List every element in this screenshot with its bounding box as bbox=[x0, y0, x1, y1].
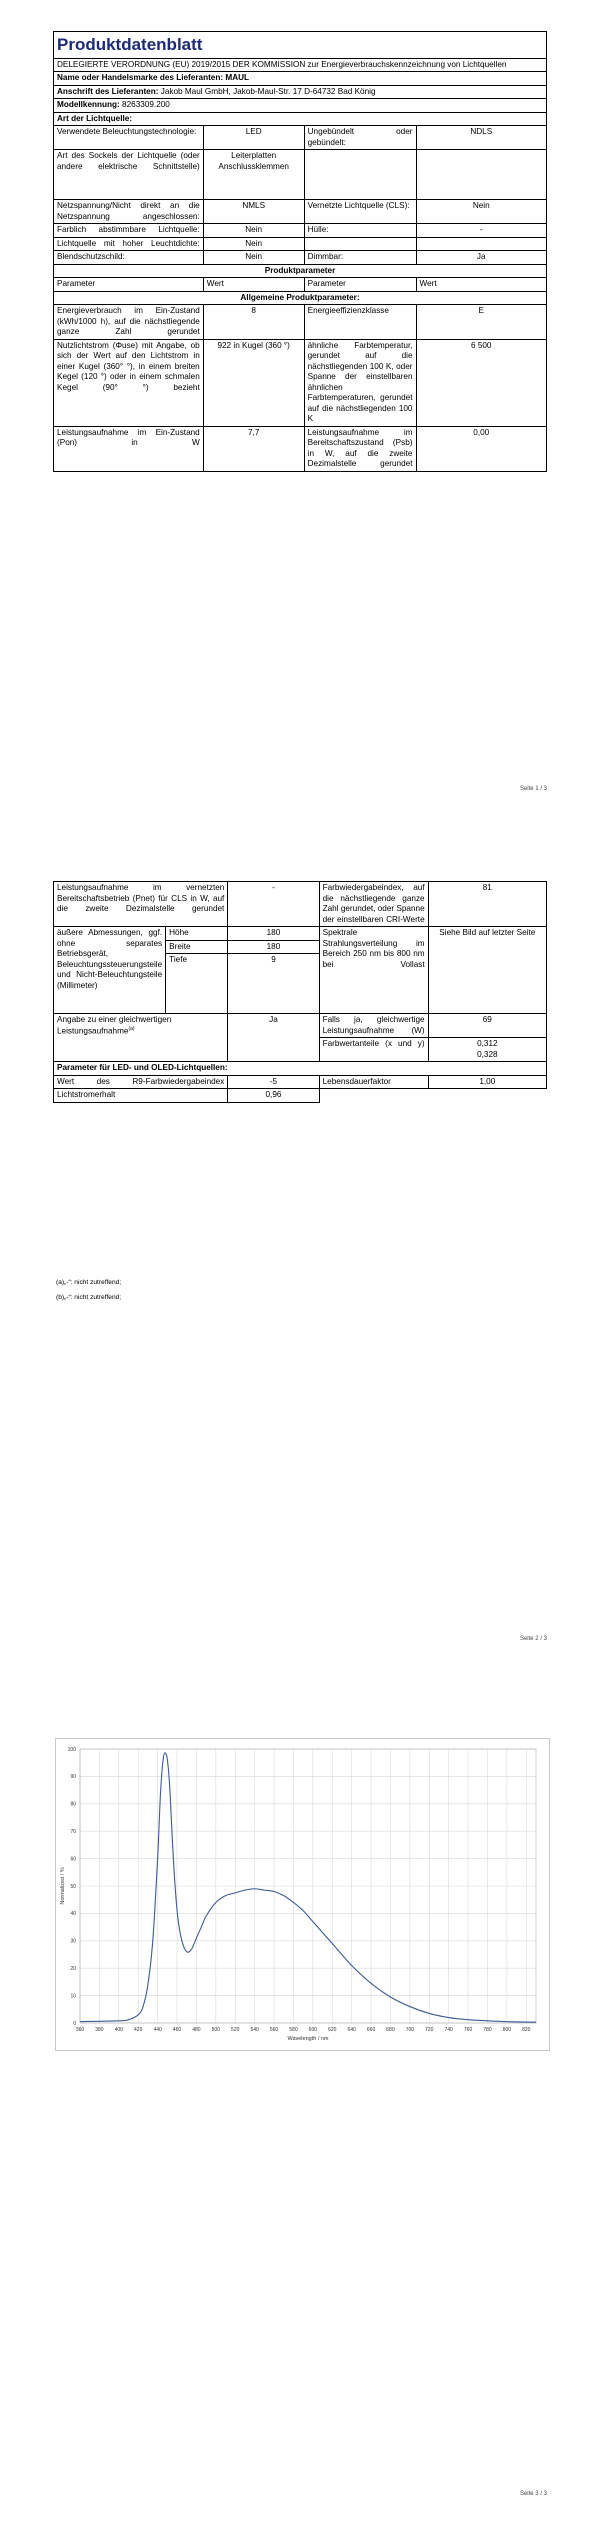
x-tick-label: 660 bbox=[366, 2027, 376, 2033]
mains-label: Netzspannung/Nicht direkt an die Netzspannung angeschlossen: bbox=[54, 200, 204, 224]
x-axis-label: Wavelength / nm bbox=[287, 2036, 329, 2042]
y-tick-label: 40 bbox=[70, 1911, 76, 1918]
spectral-chart-svg bbox=[56, 1739, 549, 2050]
on-mode-power-value: 7,7 bbox=[203, 426, 304, 471]
directional-value: NDLS bbox=[416, 126, 547, 150]
directional-label: Ungebündelt oder gebündelt: bbox=[304, 126, 416, 150]
x-tick-label: 460 bbox=[172, 2027, 182, 2033]
height-label: Höhe bbox=[166, 927, 228, 941]
envelope-label: Hülle: bbox=[304, 224, 416, 238]
supplier-address-row bbox=[54, 85, 547, 99]
regulation-text: DELEGIERTE VERORDNUNG (EU) 2019/2015 DER KOMMISSION zur Energieverbrauchskennzeichnung von Lichtquellen bbox=[54, 58, 547, 72]
col-header-value: Wert bbox=[416, 278, 547, 292]
anti-glare-value: Nein bbox=[203, 251, 304, 265]
equivalent-power-claim-label bbox=[54, 1014, 228, 1062]
high-luminance-label: Lichtquelle mit hoher Leuchtdichte: bbox=[54, 237, 204, 251]
networked-standby-label: Leistungsaufnahme im vernetzten Bereitschaftsbetrieb (Pnet) für CLS in W, auf die zweite Dezimalstelle gerundet bbox=[54, 882, 228, 927]
y-tick-label: 60 bbox=[70, 1856, 76, 1863]
supplier-address-label: Anschrift des Lieferanten: bbox=[57, 86, 159, 96]
cls-label: Vernetzte Lichtquelle (CLS): bbox=[304, 200, 416, 224]
x-tick-label: 540 bbox=[250, 2027, 259, 2033]
x-tick-label: 560 bbox=[269, 2027, 279, 2033]
x-tick-label: 420 bbox=[134, 2027, 143, 2033]
y-tick-label: 70 bbox=[70, 1829, 76, 1835]
y-tick-label: 80 bbox=[70, 1801, 76, 1808]
supplier-address-value: Jakob Maul GmbH, Jakob-Maul-Str. 17 D-64732 Bad König bbox=[160, 86, 376, 96]
chromaticity-label: Farbwertanteile (x und y) bbox=[319, 1038, 428, 1062]
standby-power-value: 0,00 bbox=[416, 426, 547, 471]
col-header-param: Parameter bbox=[54, 278, 204, 292]
x-tick-label: 600 bbox=[308, 2027, 318, 2033]
chromaticity-values bbox=[428, 1038, 546, 1062]
mains-value: NMLS bbox=[203, 200, 304, 224]
model-label: Modellkennung: bbox=[57, 100, 120, 110]
chromaticity-x: 0,312 bbox=[477, 1039, 498, 1048]
product-params-section: Produktparameter bbox=[54, 264, 547, 278]
x-tick-label: 580 bbox=[289, 2027, 298, 2033]
page-number: Seite 1 / 3 bbox=[519, 786, 547, 792]
equivalent-power-value: 69 bbox=[428, 1014, 546, 1038]
dimmable-value: Ja bbox=[416, 251, 547, 265]
efficiency-class-value: E bbox=[416, 305, 547, 340]
supplier-name-value: MAUL bbox=[225, 73, 250, 83]
col-header-value: Wert bbox=[203, 278, 304, 292]
survival-factor-label: Lebensdauerfaktor bbox=[319, 1075, 428, 1089]
envelope-value: - bbox=[416, 224, 547, 238]
supplier-name-row bbox=[54, 72, 547, 86]
lumen-maintenance-label: Lichtstromerhalt bbox=[54, 1089, 228, 1103]
r9-label: Wert des R9-Farbwiedergabeindex bbox=[54, 1075, 228, 1089]
dimensions-label: äußere Abmessungen, ggf. ohne separates Betriebsgerät, Beleuchtungssteuerungsteile und Nicht-Beleuchtungsteile (Millimeter) bbox=[54, 927, 166, 1014]
spectrum-series-line bbox=[80, 1753, 536, 2022]
x-tick-label: 820 bbox=[522, 2027, 531, 2033]
cri-label: Farbwiedergabeindex, auf die nächstliegende ganze Zahl gerundet, oder Spanne der einstellbaren CRI-Werte bbox=[319, 882, 428, 927]
page-title: Produktdatenblatt bbox=[54, 32, 547, 59]
equivalent-power-claim-value: Ja bbox=[228, 1014, 319, 1062]
x-tick-label: 680 bbox=[386, 2027, 395, 2033]
x-tick-label: 720 bbox=[425, 2027, 434, 2033]
light-source-section: Art der Lichtquelle: bbox=[54, 112, 547, 126]
spectral-chart bbox=[55, 1738, 550, 2051]
general-params-section: Allgemeine Produktparameter: bbox=[54, 291, 547, 305]
y-tick-label: 50 bbox=[70, 1883, 76, 1890]
col-header-param: Parameter bbox=[304, 278, 416, 292]
width-label: Breite bbox=[166, 940, 228, 954]
x-tick-label: 400 bbox=[114, 2027, 123, 2033]
cri-value: 81 bbox=[428, 882, 546, 927]
y-tick-label: 30 bbox=[70, 1938, 76, 1945]
empty-cell bbox=[304, 150, 416, 200]
color-temperature-value: 6 500 bbox=[416, 339, 547, 426]
equivalent-power-claim-text: Angabe zu einer gleichwertigen Leistungsaufnahme bbox=[57, 1015, 172, 1036]
efficiency-class-label: Energieeffizienzklasse bbox=[304, 305, 416, 340]
footnote-ref: (a) bbox=[128, 1025, 135, 1032]
tunable-label: Farblich abstimmbare Lichtquelle: bbox=[54, 224, 204, 238]
x-tick-label: 740 bbox=[444, 2027, 453, 2033]
cls-value: Nein bbox=[416, 200, 547, 224]
dimmable-label: Dimmbar: bbox=[304, 251, 416, 265]
page-number: Seite 2 / 3 bbox=[519, 1636, 547, 1642]
empty-cell bbox=[416, 150, 547, 200]
x-tick-label: 500 bbox=[211, 2027, 221, 2033]
model-value: 8263309.200 bbox=[122, 100, 170, 110]
networked-standby-value: - bbox=[228, 882, 319, 927]
footnote-a: (a)„-“: nicht zutreffend; bbox=[56, 1279, 122, 1286]
anti-glare-label: Blendschutzschild: bbox=[54, 251, 204, 265]
product-data-table-1 bbox=[53, 31, 547, 472]
model-row bbox=[54, 99, 547, 113]
luminous-flux-label: Nutzlichtstrom (Φuse) mit Angabe, ob sich der Wert auf den Lichtstrom in einer Kugel (360° °), in einem breiten Kegel (120 °) oder in einem schmalen Kegel (90° °) bezieht bbox=[54, 339, 204, 426]
color-temperature-label: ähnliche Farbtemperatur, gerundet auf die nächstliegenden 100 K, oder Spanne der einstellbaren ähnlichen Farbtemperaturen, gerundet auf die nächstliegenden 100 K bbox=[304, 339, 416, 426]
x-tick-label: 360 bbox=[75, 2027, 85, 2033]
x-tick-label: 640 bbox=[347, 2027, 356, 2033]
depth-value: 9 bbox=[228, 954, 319, 1014]
x-tick-label: 520 bbox=[231, 2027, 240, 2033]
page-number: Seite 3 / 3 bbox=[519, 2491, 547, 2497]
cap-type-label: Art des Sockels der Lichtquelle (oder andere elektrische Schnittstelle) bbox=[54, 150, 204, 200]
product-data-table-2 bbox=[53, 881, 547, 1103]
x-tick-label: 780 bbox=[483, 2027, 492, 2033]
width-value: 180 bbox=[228, 940, 319, 954]
survival-factor-value: 1,00 bbox=[428, 1075, 546, 1089]
y-tick-label: 100 bbox=[67, 1746, 76, 1753]
empty-cell bbox=[304, 237, 416, 251]
spectral-distribution-value: Siehe Bild auf letzter Seite bbox=[428, 927, 546, 1014]
x-tick-label: 440 bbox=[153, 2027, 162, 2033]
x-tick-label: 480 bbox=[192, 2027, 201, 2033]
technology-label: Verwendete Beleuchtungstechnologie: bbox=[54, 126, 204, 150]
tunable-value: Nein bbox=[203, 224, 304, 238]
supplier-name-label: Name oder Handelsmarke des Lieferanten: bbox=[57, 73, 224, 83]
cap-type-value: Leiterplatten Anschlussklemmen bbox=[203, 150, 304, 200]
lumen-maintenance-value: 0,96 bbox=[228, 1089, 319, 1103]
spectral-distribution-label: Spektrale Strahlungsverteilung im Bereich 250 nm bis 800 nm bei Vollast bbox=[319, 927, 428, 1014]
height-value: 180 bbox=[228, 927, 319, 941]
energy-consumption-label: Energieverbrauch im Ein-Zustand (kWh/1000 h), auf die nächstliegende ganze Zahl gerundet bbox=[54, 305, 204, 340]
x-tick-label: 700 bbox=[405, 2027, 415, 2033]
equivalent-power-label: Falls ja, gleichwertige Leistungsaufnahme (W) bbox=[319, 1014, 428, 1038]
y-tick-label: 0 bbox=[73, 2020, 76, 2027]
x-tick-label: 620 bbox=[328, 2027, 337, 2033]
r9-value: -5 bbox=[228, 1075, 319, 1089]
luminous-flux-value: 922 in Kugel (360 °) bbox=[203, 339, 304, 426]
high-luminance-value: Nein bbox=[203, 237, 304, 251]
footnote-b: (b)„-“: nicht zutreffend; bbox=[56, 1294, 122, 1301]
empty-cell bbox=[416, 237, 547, 251]
standby-power-label: Leistungsaufnahme im Bereitschaftszustand (Psb) in W, auf die zweite Dezimalstelle gerundet bbox=[304, 426, 416, 471]
x-tick-label: 760 bbox=[463, 2027, 473, 2033]
led-oled-section: Parameter für LED- und OLED-Lichtquellen: bbox=[54, 1062, 547, 1076]
energy-consumption-value: 8 bbox=[203, 305, 304, 340]
y-tick-label: 20 bbox=[70, 1966, 76, 1972]
on-mode-power-label: Leistungsaufnahme im Ein-Zustand (Pon) in W bbox=[54, 426, 204, 471]
x-tick-label: 380 bbox=[95, 2027, 104, 2033]
y-tick-label: 90 bbox=[70, 1774, 76, 1781]
depth-label: Tiefe bbox=[166, 954, 228, 1014]
x-tick-label: 800 bbox=[502, 2027, 512, 2033]
technology-value: LED bbox=[203, 126, 304, 150]
chromaticity-y: 0,328 bbox=[477, 1049, 498, 1059]
y-axis-label: Normalized / % bbox=[60, 1867, 66, 1905]
y-tick-label: 10 bbox=[70, 1993, 76, 2000]
